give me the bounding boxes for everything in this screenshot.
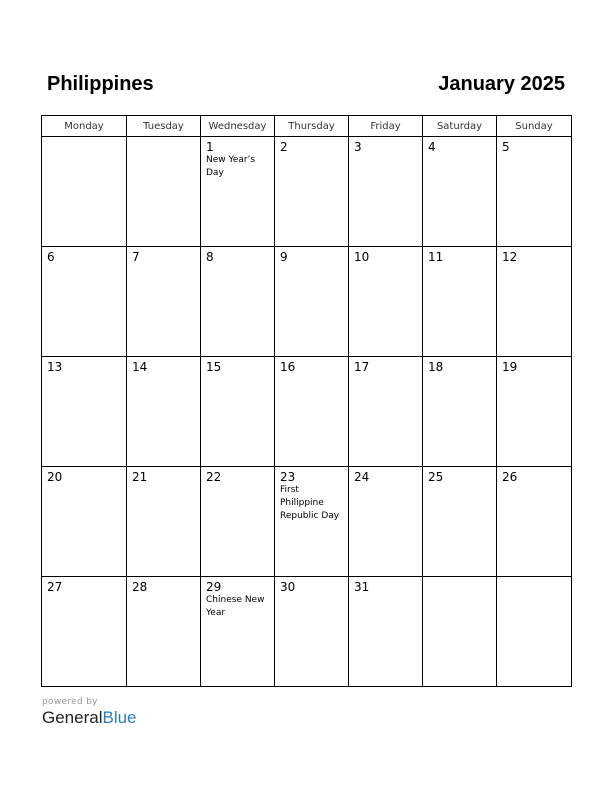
weekday-header: Saturday (423, 116, 497, 137)
day-number: 30 (280, 580, 296, 594)
day-number: 7 (132, 250, 140, 264)
weekday-header: Tuesday (127, 116, 201, 137)
day-number: 28 (132, 580, 148, 594)
day-number: 1 (206, 140, 214, 154)
day-cell (497, 357, 572, 467)
day-number: 24 (354, 470, 370, 484)
calendar-grid (41, 115, 572, 687)
day-cell (201, 577, 275, 687)
week-row (42, 247, 572, 357)
day-cell (497, 577, 572, 687)
day-number: 9 (280, 250, 288, 264)
day-number: 3 (354, 140, 362, 154)
day-cell (275, 357, 349, 467)
day-cell (423, 357, 497, 467)
day-number: 10 (354, 250, 370, 264)
day-cell (127, 247, 201, 357)
day-cell (349, 577, 423, 687)
day-cell (127, 137, 201, 247)
day-cell (423, 577, 497, 687)
day-cell (349, 467, 423, 577)
day-cell (201, 247, 275, 357)
day-number: 15 (206, 360, 222, 374)
day-cell (423, 137, 497, 247)
day-number: 18 (428, 360, 444, 374)
weekday-header: Wednesday (201, 116, 275, 137)
week-row (42, 467, 572, 577)
day-cell (201, 467, 275, 577)
day-cell (275, 467, 349, 577)
day-cell (275, 247, 349, 357)
day-number: 25 (428, 470, 444, 484)
day-cell (349, 247, 423, 357)
day-number: 4 (428, 140, 436, 154)
day-number: 22 (206, 470, 222, 484)
country-title: Philippines (47, 73, 154, 95)
day-cell (42, 137, 127, 247)
day-cell (275, 577, 349, 687)
day-cell (42, 357, 127, 467)
day-number: 8 (206, 250, 214, 264)
brand-logo-part1: General (42, 708, 103, 727)
brand-logo[interactable] (42, 708, 137, 728)
week-row (42, 357, 572, 467)
day-cell (349, 357, 423, 467)
week-row (42, 137, 572, 247)
day-number: 5 (502, 140, 510, 154)
day-cell (201, 137, 275, 247)
day-cell (497, 137, 572, 247)
day-cell (127, 467, 201, 577)
footer-branding (42, 697, 137, 728)
day-cell (201, 357, 275, 467)
weekday-header: Thursday (275, 116, 349, 137)
weekday-header: Friday (349, 116, 423, 137)
day-number: 20 (47, 470, 63, 484)
holiday-label: First Philippine Republic Day (280, 485, 340, 521)
day-number: 21 (132, 470, 148, 484)
day-number: 13 (47, 360, 63, 374)
day-cell (127, 357, 201, 467)
day-number: 17 (354, 360, 370, 374)
holiday-label: New Year’s Day (206, 155, 256, 178)
day-number: 31 (354, 580, 370, 594)
day-cell (497, 247, 572, 357)
powered-by-text: powered by (42, 697, 98, 707)
day-cell (42, 467, 127, 577)
day-cell (423, 247, 497, 357)
day-number: 11 (428, 250, 444, 264)
day-cell (127, 577, 201, 687)
weekday-header-row (42, 116, 572, 137)
day-cell (42, 247, 127, 357)
day-number: 19 (502, 360, 518, 374)
day-number: 26 (502, 470, 518, 484)
day-number: 14 (132, 360, 148, 374)
day-number: 2 (280, 140, 288, 154)
brand-logo-part2: Blue (102, 708, 137, 727)
day-number: 29 (206, 580, 222, 594)
weekday-header: Sunday (497, 116, 572, 137)
day-number: 16 (280, 360, 296, 374)
day-number: 27 (47, 580, 63, 594)
day-number: 6 (47, 250, 55, 264)
day-cell (275, 137, 349, 247)
day-cell (42, 577, 127, 687)
day-number: 12 (502, 250, 518, 264)
month-year-title: January 2025 (438, 73, 565, 95)
holiday-label: Chinese New Year (206, 595, 265, 618)
day-cell (423, 467, 497, 577)
day-number: 23 (280, 470, 296, 484)
weekday-header: Monday (42, 116, 127, 137)
day-cell (497, 467, 572, 577)
week-row (42, 577, 572, 687)
day-cell (349, 137, 423, 247)
